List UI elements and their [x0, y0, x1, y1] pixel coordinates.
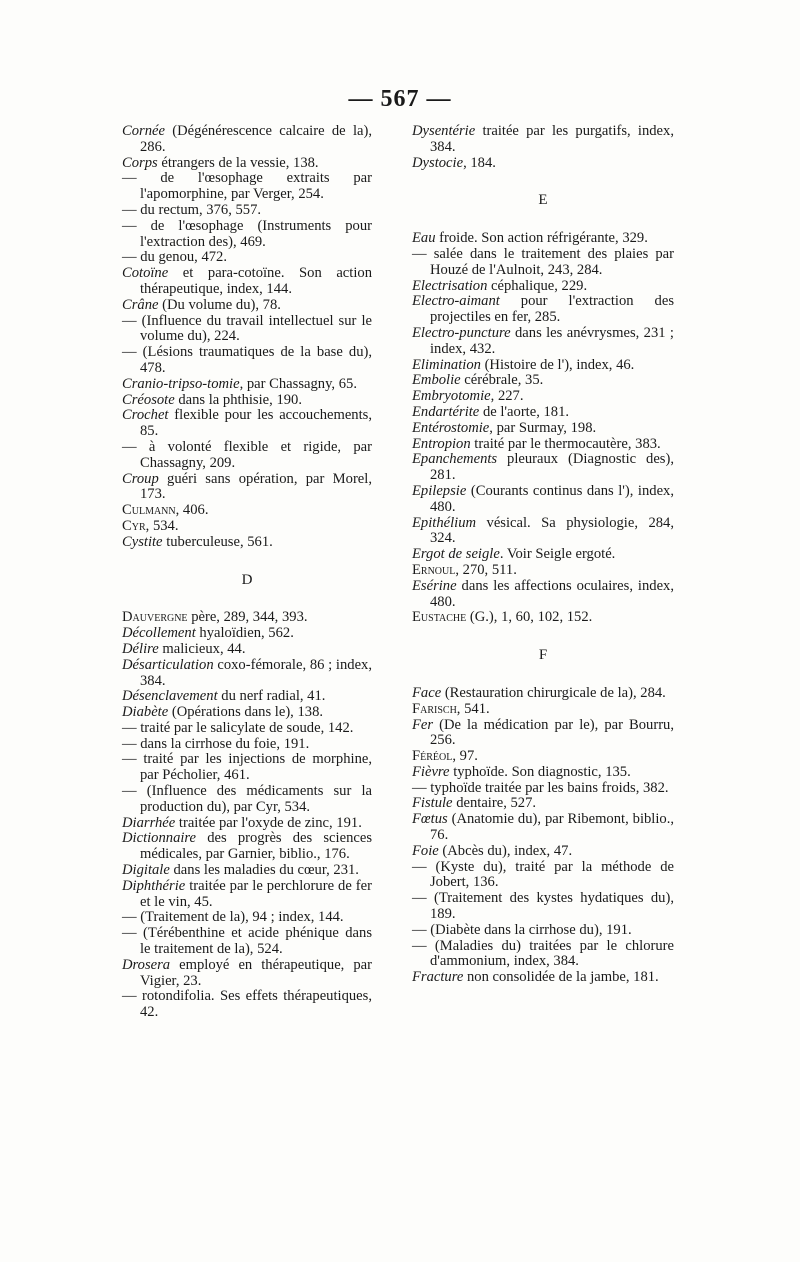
- entry-heading: Farisch: [412, 700, 457, 717]
- entry-text: guéri sans opération, par Morel, 173.: [140, 470, 372, 503]
- entry-heading: —: [122, 201, 141, 218]
- index-entry: [122, 266, 372, 298]
- entry-heading: Embolie: [412, 372, 461, 389]
- index-entry: [122, 535, 372, 551]
- entry-text: flexible pour les accouchements, 85.: [140, 407, 372, 440]
- entry-text: hyaloïdien, 562.: [195, 625, 294, 642]
- index-entry: [122, 472, 372, 504]
- entry-text: vésical. Sa physiologie, 284, 324.: [430, 514, 674, 547]
- entry-text: céphalique, 229.: [487, 277, 588, 294]
- entry-heading: Culmann: [122, 502, 176, 519]
- entry-heading: Epithélium: [412, 514, 477, 531]
- section-letter: E: [538, 192, 548, 209]
- entry-text: (Traitement des kystes hydatiques du), 189.: [430, 890, 674, 923]
- entry-heading: Dictionnaire: [122, 830, 197, 847]
- index-entry: [122, 503, 372, 519]
- entry-heading: Eau: [412, 230, 436, 247]
- index-entry: [122, 124, 372, 156]
- entry-heading: Electro-aimant: [412, 293, 500, 310]
- entry-text: dans la cirrhose du foie, 191.: [140, 735, 310, 752]
- left-column: [122, 124, 372, 1021]
- index-entry: [122, 989, 372, 1021]
- entry-heading: Epilepsie: [412, 482, 467, 499]
- entry-text: malicieux, 44.: [158, 640, 246, 657]
- entry-heading: Fistule: [412, 795, 453, 812]
- entry-heading: —: [122, 438, 149, 455]
- entry-heading: —: [122, 783, 147, 800]
- entry-text: (Traitement de la), 94 ; index, 144.: [140, 909, 344, 926]
- entry-text: du genou, 472.: [140, 249, 227, 266]
- entry-heading: Corps: [122, 154, 158, 171]
- entry-heading: Fièvre: [412, 763, 450, 780]
- entry-heading: Délire: [122, 640, 159, 657]
- index-entry: [412, 563, 674, 579]
- entry-text: traitée par le perchlorure de fer et le vin, 45.: [140, 877, 372, 910]
- entry-heading: Cystite: [122, 533, 163, 550]
- index-entry: [122, 879, 372, 911]
- entry-heading: Dystocie: [412, 154, 464, 171]
- entry-text: dans les anévrysmes, 231 ; index, 432.: [430, 324, 674, 357]
- entry-text: (Influence des médicaments sur la production du), par Cyr, 534.: [140, 783, 372, 815]
- entry-text: traité par les injections de morphine, par Pécholier, 461.: [140, 751, 372, 784]
- index-entry: [412, 610, 674, 626]
- entry-heading: —: [412, 858, 436, 875]
- entry-heading: —: [122, 925, 143, 942]
- index-entry: [412, 405, 674, 421]
- index-entry: [122, 610, 372, 626]
- entry-heading: Drosera: [122, 956, 171, 973]
- entry-heading: —: [122, 249, 141, 266]
- entry-heading: Electro-puncture: [412, 324, 511, 341]
- entry-heading: Eustache: [412, 609, 467, 626]
- index-entry: [412, 452, 674, 484]
- index-entry: [122, 642, 372, 658]
- entry-heading: —: [412, 890, 434, 907]
- entry-text: (Abcès du), index, 47.: [438, 842, 573, 859]
- index-entry: [122, 784, 372, 816]
- entry-heading: Fer: [412, 716, 434, 733]
- entry-heading: Cyr: [122, 517, 146, 534]
- entry-text: (Maladies du) traitées par le chlorure d'ammonium, index, 384.: [430, 937, 674, 970]
- entry-heading: Diarrhée: [122, 814, 176, 831]
- entry-heading: Créosote: [122, 391, 175, 408]
- entry-heading: —: [122, 217, 151, 234]
- entry-text: . Voir Seigle ergoté.: [499, 546, 616, 563]
- entry-text: à volonté flexible et rigide, par Chassagny, 209.: [140, 438, 373, 471]
- entry-text: (Térébenthine et acide phénique dans le traitement de la), 524.: [140, 925, 372, 958]
- index-entry: [122, 863, 372, 879]
- index-entry: [412, 156, 674, 172]
- entry-text: (Courants continus dans l'), index, 480.: [430, 482, 674, 515]
- entry-text: traité par le thermocautère, 383.: [470, 435, 661, 452]
- entry-heading: Esérine: [412, 577, 457, 594]
- index-entry: [122, 377, 372, 393]
- entry-heading: —: [122, 988, 143, 1005]
- entry-text: coxo-fémorale, 86 ; index, 384.: [140, 656, 372, 689]
- index-entry: [122, 926, 372, 958]
- index-entry: [412, 421, 674, 437]
- entry-heading: Electrisation: [412, 277, 488, 294]
- entry-text: , 184.: [463, 154, 496, 171]
- entry-text: (Dégénérescence calcaire de la), 286.: [140, 123, 372, 155]
- index-entry: [412, 860, 674, 892]
- entry-text: (G.), 1, 60, 102, 152.: [466, 609, 593, 626]
- entry-heading: Cornée: [122, 123, 165, 139]
- entry-text: père, 289, 344, 393.: [187, 609, 308, 626]
- entry-text: , 534.: [145, 517, 179, 534]
- right-column: [412, 124, 674, 986]
- index-entry: [412, 765, 674, 781]
- entry-heading: Digitale: [122, 862, 170, 879]
- index-entry: [122, 626, 372, 642]
- index-entry: [412, 812, 674, 844]
- entry-heading: —: [122, 170, 161, 187]
- index-entry: [412, 702, 674, 718]
- entry-heading: Ergot de seigle: [412, 546, 500, 563]
- entry-heading: —: [412, 779, 431, 796]
- index-entry: [412, 294, 674, 326]
- entry-text: (Anatomie du), par Ribemont, biblio., 76.: [430, 811, 674, 844]
- entry-heading: Epanchements: [412, 451, 498, 468]
- index-entry: [122, 171, 372, 203]
- entry-heading: —: [122, 719, 141, 736]
- entry-heading: Fœtus: [412, 811, 448, 828]
- index-entry: [122, 298, 372, 314]
- entry-heading: Cranio-tripso-tomie: [122, 375, 240, 392]
- index-entry: [412, 749, 674, 765]
- entry-text: , 97.: [452, 748, 478, 765]
- entry-text: du rectum, 376, 557.: [140, 201, 262, 218]
- index-entry: [412, 279, 674, 295]
- entry-text: (Kyste du), traité par la méthode de Jobert, 136.: [430, 858, 674, 891]
- index-entry: [412, 970, 674, 986]
- index-entry: [122, 752, 372, 784]
- section-letter: F: [538, 647, 548, 664]
- entry-text: (De la médication par le), par Bourru, 256.: [430, 716, 674, 749]
- entry-text: , 227.: [490, 388, 524, 405]
- entry-text: (Restauration chirurgicale de la), 284.: [441, 684, 666, 701]
- index-entry: [122, 440, 372, 472]
- index-entry: [122, 314, 372, 346]
- index-entry: [122, 519, 372, 535]
- index-entry: [412, 547, 674, 563]
- index-entry: [122, 203, 372, 219]
- entry-text: (Lésions traumatiques de la base du), 478.: [140, 344, 372, 376]
- index-entry: [122, 689, 372, 705]
- entry-text: (Du volume du), 78.: [158, 296, 281, 313]
- entry-heading: Fracture: [412, 969, 464, 986]
- entry-heading: —: [122, 312, 142, 329]
- index-entry: [412, 844, 674, 860]
- entry-heading: —: [122, 909, 141, 926]
- entry-text: pleuraux (Diagnostic des), 281.: [430, 451, 674, 484]
- index-entry: [412, 373, 674, 389]
- index-entry: [412, 389, 674, 405]
- index-entry: [122, 219, 372, 251]
- entry-text: cérébrale, 35.: [460, 372, 544, 389]
- section-letter: D: [241, 571, 253, 588]
- entry-text: typhoïde traitée par les bains froids, 382.: [430, 779, 669, 796]
- entry-heading: —: [122, 751, 144, 768]
- entry-text: non consolidée de la jambe, 181.: [463, 969, 659, 986]
- index-entry: [412, 781, 674, 797]
- index-entry: [122, 910, 372, 926]
- index-entry: [122, 393, 372, 409]
- entry-heading: Foie: [412, 842, 439, 859]
- index-entry: [412, 579, 674, 611]
- entry-text: et para-cotoïne. Son action thérapeutique, index, 144.: [140, 265, 372, 297]
- index-entry: [122, 345, 372, 377]
- entry-heading: —: [412, 245, 434, 262]
- entry-heading: Entropion: [412, 435, 471, 452]
- entry-text: étrangers de la vessie, 138.: [157, 154, 319, 171]
- entry-text: traitée par les purgatifs, index, 384.: [430, 123, 674, 155]
- index-entry: [122, 721, 372, 737]
- entry-text: salée dans le traitement des plaies par Houzé de l'Aulnoit, 243, 284.: [430, 245, 674, 278]
- entry-heading: Entérostomie: [412, 419, 490, 436]
- entry-text: dans la phthisie, 190.: [174, 391, 302, 408]
- entry-heading: Elimination: [412, 356, 481, 373]
- index-entry: [412, 326, 674, 358]
- entry-heading: Embryotomie: [412, 388, 491, 405]
- entry-heading: Croup: [122, 470, 159, 487]
- index-entry: [412, 231, 674, 247]
- index-entry: [122, 958, 372, 990]
- entry-text: , 406.: [175, 502, 209, 519]
- entry-heading: Diabète: [122, 704, 169, 721]
- index-entry: [122, 737, 372, 753]
- index-entry: [412, 247, 674, 279]
- entry-text: (Diabète dans la cirrhose du), 191.: [430, 921, 632, 938]
- entry-heading: Endartérite: [412, 403, 480, 420]
- entry-text: dentaire, 527.: [452, 795, 537, 812]
- index-entry: [122, 831, 372, 863]
- entry-text: traitée par l'oxyde de zinc, 191.: [175, 814, 362, 831]
- entry-text: froide. Son action réfrigérante, 329.: [435, 230, 648, 247]
- entry-text: pour l'extraction des projectiles en fer, 285.: [430, 293, 674, 326]
- entry-heading: Féréol: [412, 748, 453, 765]
- entry-text: de l'aorte, 181.: [479, 403, 570, 420]
- index-entry: [122, 658, 372, 690]
- entry-heading: Face: [412, 684, 442, 701]
- entry-text: employé en thérapeutique, par Vigier, 23.: [140, 956, 372, 989]
- entry-heading: Cotoïne: [122, 265, 169, 282]
- entry-heading: —: [122, 344, 143, 361]
- entry-text: , par Surmay, 198.: [489, 419, 597, 436]
- entry-text: dans les affections oculaires, index, 480.: [430, 577, 674, 610]
- entry-heading: Crâne: [122, 296, 159, 313]
- entry-text: du nerf radial, 41.: [217, 688, 326, 705]
- entry-text: (Histoire de l'), index, 46.: [480, 356, 635, 373]
- entry-heading: —: [412, 937, 435, 954]
- index-entry: [412, 923, 674, 939]
- entry-text: , par Chassagny, 65.: [239, 375, 357, 392]
- entry-text: rotondifolia. Ses effets thérapeutiques, 42.: [140, 988, 372, 1021]
- entry-heading: Dauvergne: [122, 609, 188, 626]
- entry-text: , 270, 511.: [455, 561, 517, 578]
- index-entry: [412, 686, 674, 702]
- index-entry: [412, 358, 674, 374]
- index-entry: [122, 250, 372, 266]
- index-entry: [412, 796, 674, 812]
- index-entry: [122, 156, 372, 172]
- index-entry: [412, 437, 674, 453]
- entry-text: tuberculeuse, 561.: [162, 533, 273, 550]
- entry-heading: Crochet: [122, 407, 169, 424]
- index-entry: [412, 124, 674, 156]
- entry-text: (Influence du travail intellectuel sur le volume du), 224.: [140, 312, 372, 345]
- entry-heading: Ernoul: [412, 561, 456, 578]
- index-entry: [122, 816, 372, 832]
- entry-text: de l'œsophage (Instruments pour l'extraction des), 469.: [140, 217, 372, 250]
- entry-heading: —: [122, 735, 141, 752]
- index-entry: [412, 516, 674, 548]
- entry-text: typhoïde. Son diagnostic, 135.: [449, 763, 631, 780]
- index-entry: [412, 939, 674, 971]
- entry-heading: Diphthérie: [122, 877, 186, 894]
- page-number: — 567 —: [348, 86, 452, 112]
- entry-text: des progrès des sciences médicales, par Garnier, biblio., 176.: [140, 830, 372, 863]
- index-entry: [412, 718, 674, 750]
- entry-heading: Désarticulation: [122, 656, 214, 673]
- entry-text: dans les maladies du cœur, 231.: [169, 862, 359, 879]
- entry-heading: Décollement: [122, 625, 196, 642]
- index-entry: [122, 705, 372, 721]
- entry-text: de l'œsophage extraits par l'apomorphine, par Verger, 254.: [140, 170, 372, 203]
- index-entry: [122, 408, 372, 440]
- entry-heading: Dysentérie: [412, 123, 476, 139]
- entry-text: traité par le salicylate de soude, 142.: [140, 719, 354, 736]
- index-entry: [412, 891, 674, 923]
- entry-heading: —: [412, 921, 431, 938]
- entry-heading: Désenclavement: [122, 688, 218, 705]
- entry-text: , 541.: [456, 700, 490, 717]
- index-entry: [412, 484, 674, 516]
- entry-text: (Opérations dans le), 138.: [168, 704, 324, 721]
